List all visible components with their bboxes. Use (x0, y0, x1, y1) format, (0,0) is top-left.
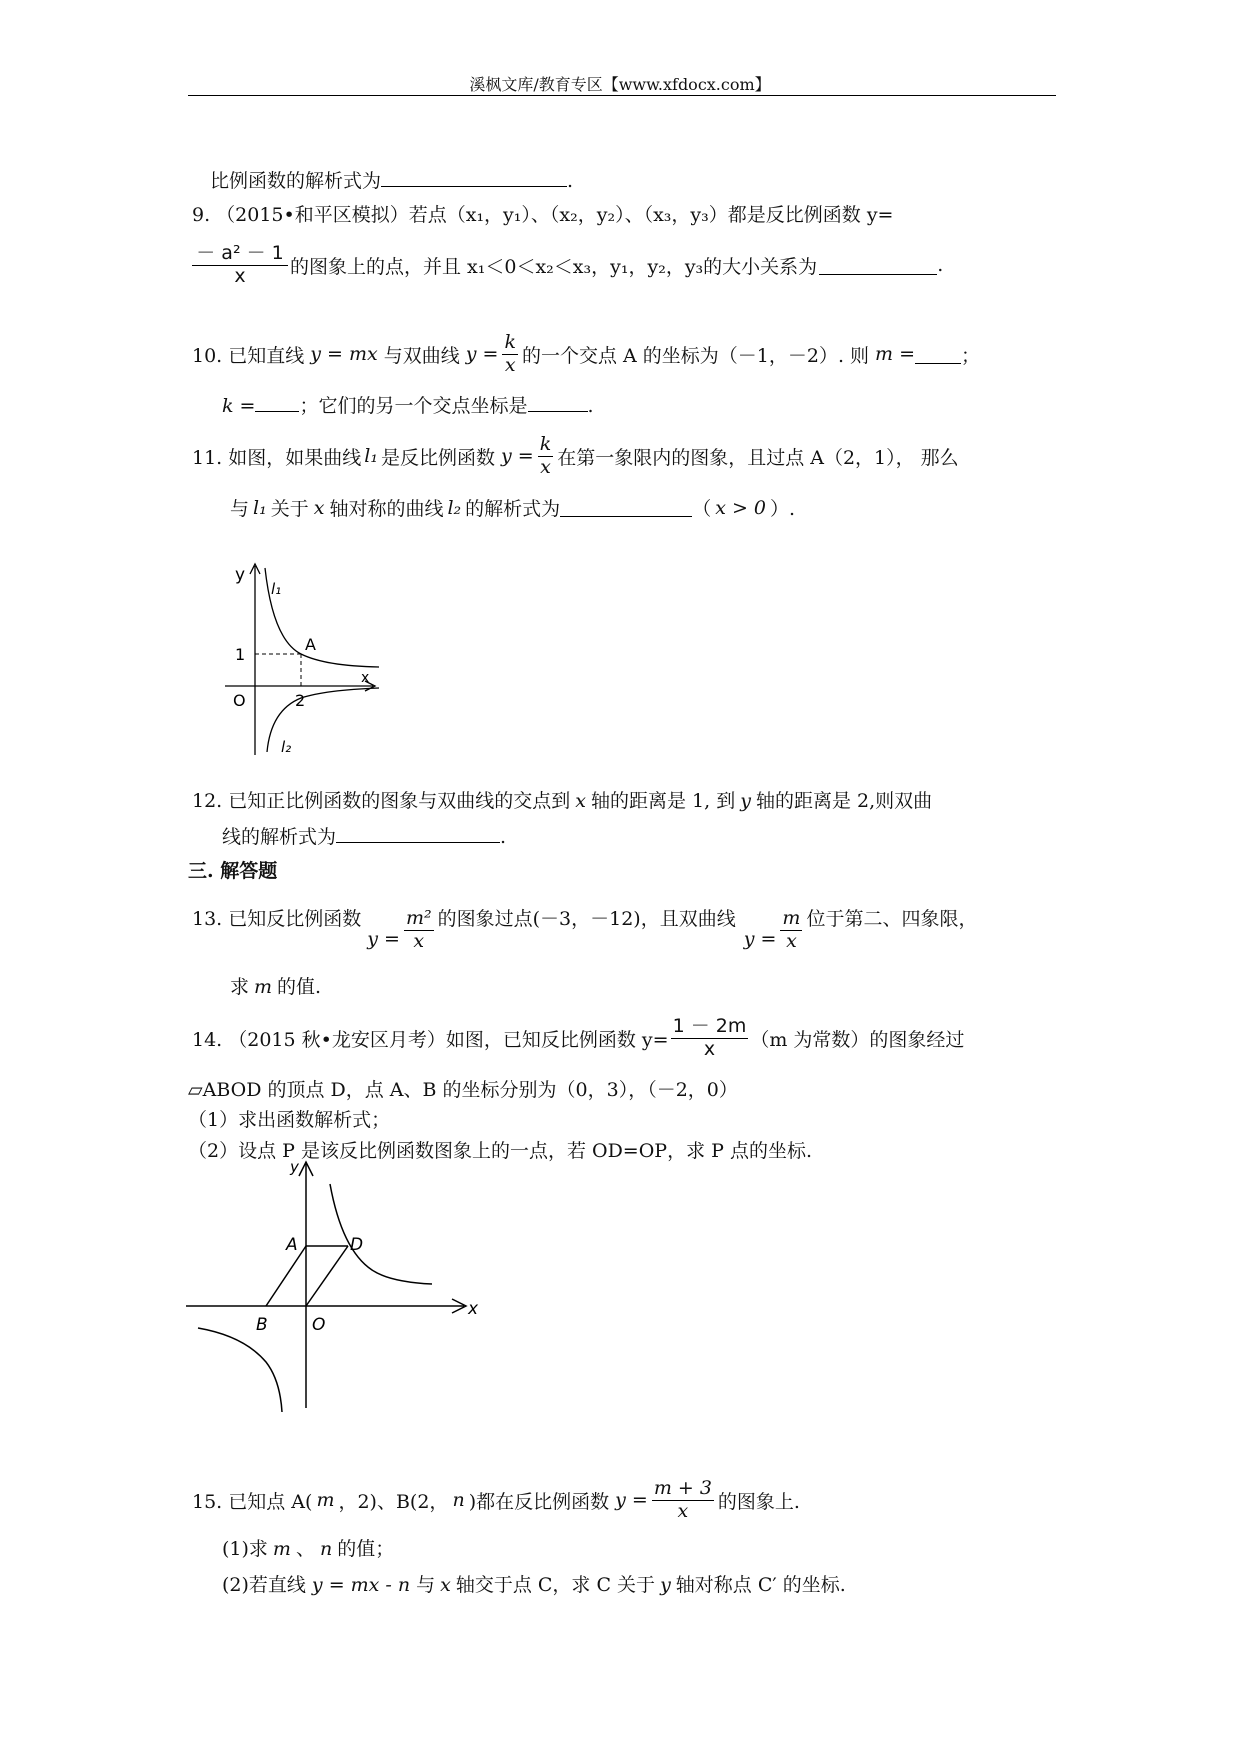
q15-fraction-numerator: m + 3 (653, 1477, 712, 1499)
q10-text-b: 与双曲线 (383, 344, 460, 367)
q10-k-label: k = (222, 395, 256, 417)
q13-text-d: 求 (230, 976, 250, 998)
q10-blank-point (528, 393, 588, 412)
q11-text-e: 关于 (270, 498, 309, 520)
fig1-curve-l1 (265, 568, 379, 667)
q15-p1-m: m (272, 1538, 291, 1560)
fig2-label-y: y (290, 1158, 299, 1176)
q15-n: n (452, 1489, 465, 1512)
fig2-label-d: D (350, 1235, 364, 1255)
q15-p1-text-a: (1)求 (222, 1538, 268, 1560)
fig2-label-b: B (256, 1315, 268, 1335)
q15-p2-text-b: 与 (416, 1574, 436, 1596)
q15-fraction (652, 1478, 714, 1523)
q13-text-e: 的值. (277, 976, 322, 998)
question-9-line-2 (192, 243, 943, 288)
q11-fraction (538, 434, 554, 479)
q9-fraction-denominator: x (234, 264, 246, 287)
q11-text-c: 在第一象限内的图象，且过点 A（2，1）， 那么 (557, 446, 959, 469)
fig2-label-x: x (468, 1299, 479, 1319)
q12-text-a: 12. 已知正比例函数的图象与双曲线的交点到 (192, 790, 571, 812)
q10-line-equation: y = mx (310, 343, 378, 366)
header-rule (188, 95, 1056, 96)
q11-fraction-numerator: k (539, 433, 552, 455)
q9-text: 的图象上的点，并且 x₁＜0＜x₂＜x₃，y₁，y₂，y₃的大小关系为 (290, 255, 818, 278)
q15-p2-text-a: (2)若直线 (222, 1574, 306, 1596)
q15-p1-text-c: 的值； (337, 1538, 395, 1560)
fig1-label-o: O (233, 691, 246, 710)
q11-condition: x > 0 (715, 496, 767, 519)
fig2-label-a: A (286, 1235, 298, 1255)
q13-text-b: 的图象过点(－3，－12)，且双曲线 (437, 908, 736, 930)
fig2-side-ba (266, 1246, 306, 1306)
figure-hyperbola-l1-l2 (225, 560, 385, 760)
question-9-line-1: 9. （2015•和平区模拟）若点（x₁，y₁）、（x₂，y₂）、（x₃，y₃）都是反比例函数 y= (192, 204, 894, 226)
q13-m: m (254, 976, 273, 998)
q12-end: . (500, 826, 507, 848)
fig1-label-a: A (305, 635, 316, 654)
question-11-line-2 (230, 494, 795, 521)
q11-fraction-denominator: x (540, 455, 551, 478)
q12-blank (336, 824, 500, 843)
q13-eq2-lhs: y = (743, 928, 777, 950)
q10-hyperbola-lhs: y = (465, 343, 499, 366)
q15-p2-text-c: 轴交于点 C，求 C 关于 (455, 1574, 656, 1596)
question-15-part-2 (222, 1570, 846, 1597)
q13-text-a: 13. 已知反比例函数 (192, 908, 362, 930)
fig2-side-od (306, 1246, 348, 1306)
q14-fraction-numerator: 1 － 2m (672, 1015, 747, 1037)
q15-p2-y: y (660, 1574, 671, 1596)
q13-fraction2-denominator: x (786, 929, 797, 952)
q15-fraction-denominator: x (677, 1499, 689, 1522)
q10-text-c: 的一个交点 A 的坐标为（－1，－2）. 则 (521, 344, 870, 367)
q13-fraction-denominator: x (413, 929, 425, 952)
q15-text-c: )都在反比例函数 (468, 1490, 610, 1513)
q15-p1-n: n (319, 1538, 333, 1560)
q8-text: 比例函数的解析式为 (210, 170, 382, 192)
q10-text-d: ；它们的另一个交点坐标是 (299, 395, 528, 417)
q11-text-b: 是反比例函数 (380, 446, 495, 469)
question-14-part-2: （2）设点 P 是该反比例函数图象上的一点，若 OD=OP，求 P 点的坐标. (188, 1140, 812, 1162)
q15-p2-x: x (440, 1574, 451, 1596)
section-heading-3: 三. 解答题 (188, 860, 278, 882)
question-12-line-1 (192, 786, 932, 813)
page-header: 溪枫文库/教育专区【www.xfdocx.com】 (469, 75, 771, 94)
figure-parallelogram-abod (186, 1158, 486, 1420)
q14-text-a: 14. （2015 秋•龙安区月考）如图，已知反比例函数 y= (192, 1028, 669, 1051)
q10-end: . (587, 395, 594, 417)
q10-blank-k (255, 393, 299, 412)
q15-p2-equation: y = mx - n (311, 1574, 411, 1596)
q11-l2: l₂ (447, 496, 462, 519)
fig2-label-o: O (312, 1315, 326, 1335)
q13-fraction-numerator: m² (405, 907, 432, 929)
q11-text-g: 的解析式为 (465, 498, 561, 520)
q13-fraction2-numerator: m (782, 907, 801, 929)
q8-end: . (567, 170, 574, 192)
q13-eq-lhs: y = (367, 928, 400, 950)
fig2-curve-q3 (198, 1328, 282, 1412)
q8-blank (381, 168, 567, 187)
q12-y: y (740, 790, 751, 812)
q10-text-a: 10. 已知直线 (192, 344, 305, 367)
q9-end: . (937, 254, 944, 277)
question-12-line-2 (222, 822, 506, 849)
q15-text-d: 的图象上. (717, 1490, 800, 1513)
question-8-tail (210, 166, 573, 193)
question-11-line-1 (192, 434, 959, 479)
q11-x: x (313, 496, 325, 519)
q9-fraction-numerator: － a² － 1 (192, 243, 288, 266)
question-14-line-2: ▱ABOD 的顶点 D，点 A、B 的坐标分别为（0，3），（－2，0） (188, 1079, 738, 1101)
q15-eq-lhs: y = (615, 1489, 648, 1512)
q12-text-b: 轴的距离是 1, 到 (590, 790, 736, 812)
q12-text-d: 线的解析式为 (222, 826, 337, 848)
q13-fraction-2 (780, 908, 802, 953)
question-13-line-2 (230, 972, 321, 999)
question-15-part-1 (222, 1534, 394, 1561)
q15-text-b: ，2)、B(2， (338, 1490, 449, 1513)
q9-fraction (192, 243, 288, 288)
q11-l1-ref: l₁ (253, 496, 267, 519)
q10-fraction-numerator: k (504, 331, 516, 353)
q13-fraction (404, 908, 434, 953)
fig2-curve-q1 (330, 1184, 432, 1284)
q11-blank (560, 498, 692, 517)
q11-text-a: 11. 如图，如果曲线 (192, 446, 362, 469)
q14-fraction-denominator: x (703, 1037, 716, 1060)
q14-fraction (671, 1016, 749, 1061)
q10-blank-m (915, 345, 961, 364)
question-10-line-1 (192, 332, 980, 377)
q15-text-a: 15. 已知点 A( (192, 1490, 313, 1513)
q10-fraction (502, 332, 518, 377)
fig1-label-l2: l₂ (281, 738, 292, 756)
q13-text-c: 位于第二、四象限， (806, 908, 978, 930)
q11-text-d: 与 (230, 498, 250, 520)
question-13-line-1 (192, 902, 977, 953)
q15-m: m (316, 1489, 335, 1512)
fig1-label-y: y (235, 565, 246, 585)
q9-blank (819, 256, 937, 275)
fig1-label-l1: l₁ (271, 580, 282, 598)
fig1-label-2: 2 (295, 691, 306, 710)
q11-l1: l₁ (364, 445, 378, 468)
question-15-line-1 (192, 1478, 800, 1523)
question-14-line-1 (192, 1016, 964, 1061)
q11-text-h: （ (692, 498, 712, 520)
question-14-part-1: （1）求出函数解析式； (188, 1109, 391, 1131)
question-10-line-2 (222, 391, 594, 418)
q10-m-label: m = (875, 343, 916, 366)
q10-fraction-denominator: x (504, 353, 516, 376)
q11-text-f: 轴对称的曲线 (329, 498, 444, 520)
q14-text-b: （m 为常数）的图象经过 (750, 1028, 965, 1051)
q11-eq-lhs: y = (500, 445, 534, 468)
q12-text-c: 轴的距离是 2,则双曲 (755, 790, 933, 812)
q15-p2-text-d: 轴对称点 C′ 的坐标. (675, 1574, 846, 1596)
q12-x: x (575, 790, 586, 812)
fig1-label-x: x (361, 670, 370, 686)
q10-semicolon: ； (961, 344, 981, 367)
q11-end: ）. (770, 498, 796, 520)
fig1-label-1: 1 (235, 645, 246, 664)
q15-p1-text-b: 、 (295, 1538, 315, 1560)
